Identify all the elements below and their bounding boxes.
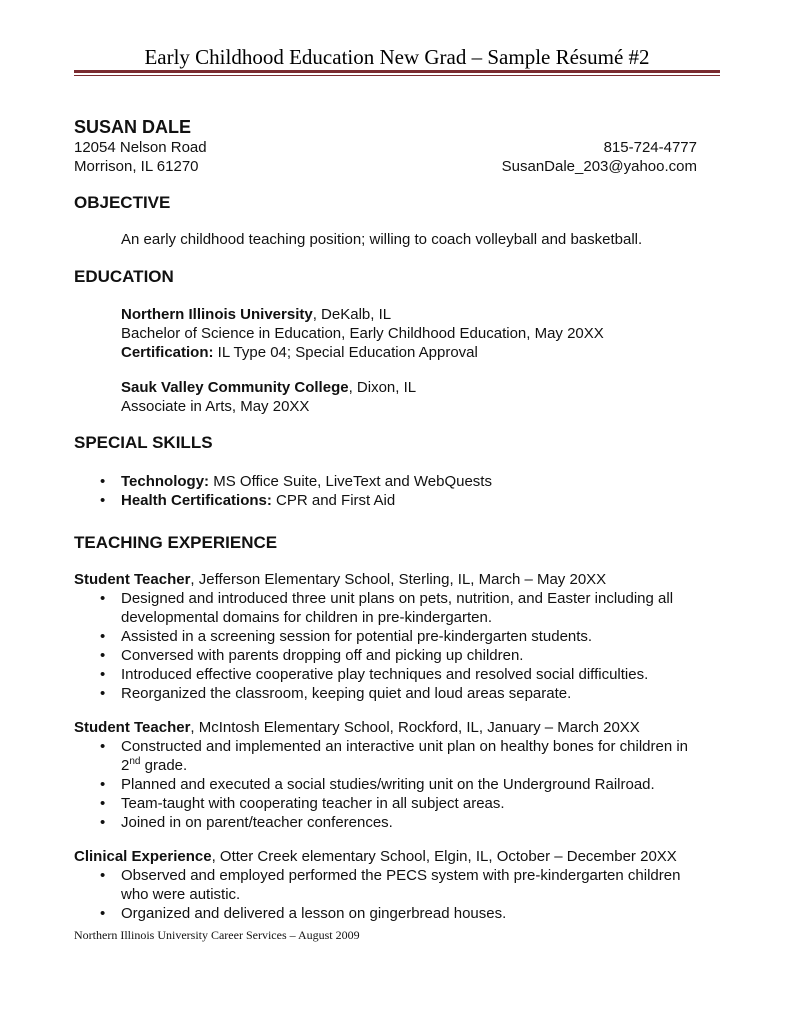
job-role: Student Teacher (74, 719, 191, 736)
email-address: SusanDale_203@yahoo.com (501, 158, 697, 175)
certification-label: Certification: (121, 344, 214, 361)
job-bullets (74, 589, 703, 703)
education-heading: EDUCATION (74, 267, 174, 286)
job-details: , Jefferson Elementary School, Sterling, IL, March – May 20XX (190, 571, 607, 588)
bullet-text: Introduced effective cooperative play techniques and resolved social difficulties. (121, 666, 649, 683)
school-name: Sauk Valley Community College (121, 379, 349, 396)
bullet-icon: • (100, 685, 106, 702)
job-role: Student Teacher (74, 571, 191, 588)
bullet-icon: • (100, 905, 106, 922)
bullet-text: Constructed and implemented an interactive unit plan on healthy bones for children in 2 (121, 738, 689, 774)
street-address: 12054 Nelson Road (74, 139, 207, 156)
objective-text: An early childhood teaching position; willing to coach volleyball and basketball. (121, 231, 643, 248)
list-item (74, 491, 492, 510)
list-item (74, 866, 696, 904)
experience-job-2 (74, 718, 711, 832)
skills-list-block (74, 472, 492, 510)
experience-heading: TEACHING EXPERIENCE (74, 533, 278, 552)
objective-heading: OBJECTIVE (74, 193, 171, 212)
bullet-text: Planned and executed a social studies/writing unit on the Underground Railroad. (121, 776, 655, 793)
job-bullets (74, 866, 696, 923)
list-item (74, 794, 711, 813)
list-item (74, 472, 492, 491)
skill-text: MS Office Suite, LiveText and WebQuests (209, 473, 492, 490)
list-item (74, 665, 703, 684)
job-details: , McIntosh Elementary School, Rockford, IL, January – March 20XX (190, 719, 640, 736)
header-rule-thick (74, 70, 720, 73)
bullet-text: Team-taught with cooperating teacher in all subject areas. (121, 795, 505, 812)
job-title-line (74, 847, 696, 866)
certification-text: IL Type 04; Special Education Approval (213, 344, 478, 361)
ordinal-suffix: nd (129, 756, 141, 767)
skill-text: CPR and First Aid (271, 492, 396, 509)
school-name: Northern Illinois University (121, 306, 313, 323)
list-item (74, 813, 711, 832)
bullet-text: Observed and employed performed the PECS system with pre-kindergarten children who were autistic. (121, 867, 681, 903)
school-line (121, 305, 604, 324)
bullet-text: Conversed with parents dropping off and picking up children. (121, 647, 524, 664)
list-item (74, 627, 703, 646)
bullet-text: Assisted in a screening session for potential pre-kindergarten students. (121, 628, 593, 645)
bullet-text: Reorganized the classroom, keeping quiet and loud areas separate. (121, 685, 572, 702)
bullet-icon: • (100, 473, 106, 490)
city-state-zip: Morrison, IL 61270 (74, 158, 199, 175)
skill-label: Technology: (121, 473, 210, 490)
address-block (74, 138, 207, 176)
certification-line (121, 343, 604, 362)
job-role: Clinical Experience (74, 848, 212, 865)
list-item (74, 589, 703, 627)
page-header-title: Early Childhood Education New Grad – Sample Résumé #2 (144, 45, 650, 69)
header-rule-thin (74, 75, 720, 76)
job-details: , Otter Creek elementary School, Elgin, IL, October – December 20XX (211, 848, 677, 865)
skills-heading: SPECIAL SKILLS (74, 433, 213, 452)
list-item (74, 646, 703, 665)
job-title-line (74, 718, 711, 737)
bullet-text: Organized and delivered a lesson on gingerbread houses. (121, 905, 507, 922)
bullet-text: Designed and introduced three unit plans on pets, nutrition, and Easter including all developmental domains for children in pre-kindergarten. (121, 590, 674, 626)
list-item (74, 737, 711, 775)
school-line (121, 378, 416, 397)
school-location: , DeKalb, IL (312, 306, 392, 323)
bullet-icon: • (100, 590, 106, 607)
candidate-name: SUSAN DALE (74, 117, 192, 137)
degree-line: Bachelor of Science in Education, Early Childhood Education, May 20XX (121, 325, 604, 342)
job-title-line (74, 570, 703, 589)
phone-number: 815-724-4777 (603, 139, 697, 156)
bullet-icon: • (100, 666, 106, 683)
bullet-icon: • (100, 814, 106, 831)
education-school-2 (121, 378, 416, 416)
skill-label: Health Certifications: (121, 492, 272, 509)
experience-job-3 (74, 847, 696, 923)
bullet-icon: • (100, 776, 106, 793)
list-item (74, 904, 696, 923)
list-item (74, 684, 703, 703)
objective-text-block (121, 230, 642, 249)
contact-block (502, 138, 697, 176)
bullet-icon: • (100, 795, 106, 812)
education-school-1 (121, 305, 604, 362)
bullet-text: Joined in on parent/teacher conferences. (121, 814, 393, 831)
list-item (74, 775, 711, 794)
bullet-icon: • (100, 738, 106, 755)
degree-line: Associate in Arts, May 20XX (121, 398, 310, 415)
bullet-icon: • (100, 647, 106, 664)
skills-list (74, 472, 492, 510)
bullet-icon: • (100, 628, 106, 645)
footer-text: Northern Illinois University Career Services – August 2009 (74, 928, 360, 942)
bullet-text-tail: grade. (140, 757, 188, 774)
school-location: , Dixon, IL (348, 379, 417, 396)
bullet-icon: • (100, 492, 106, 509)
bullet-icon: • (100, 867, 106, 884)
experience-job-1 (74, 570, 703, 703)
job-bullets (74, 737, 711, 832)
